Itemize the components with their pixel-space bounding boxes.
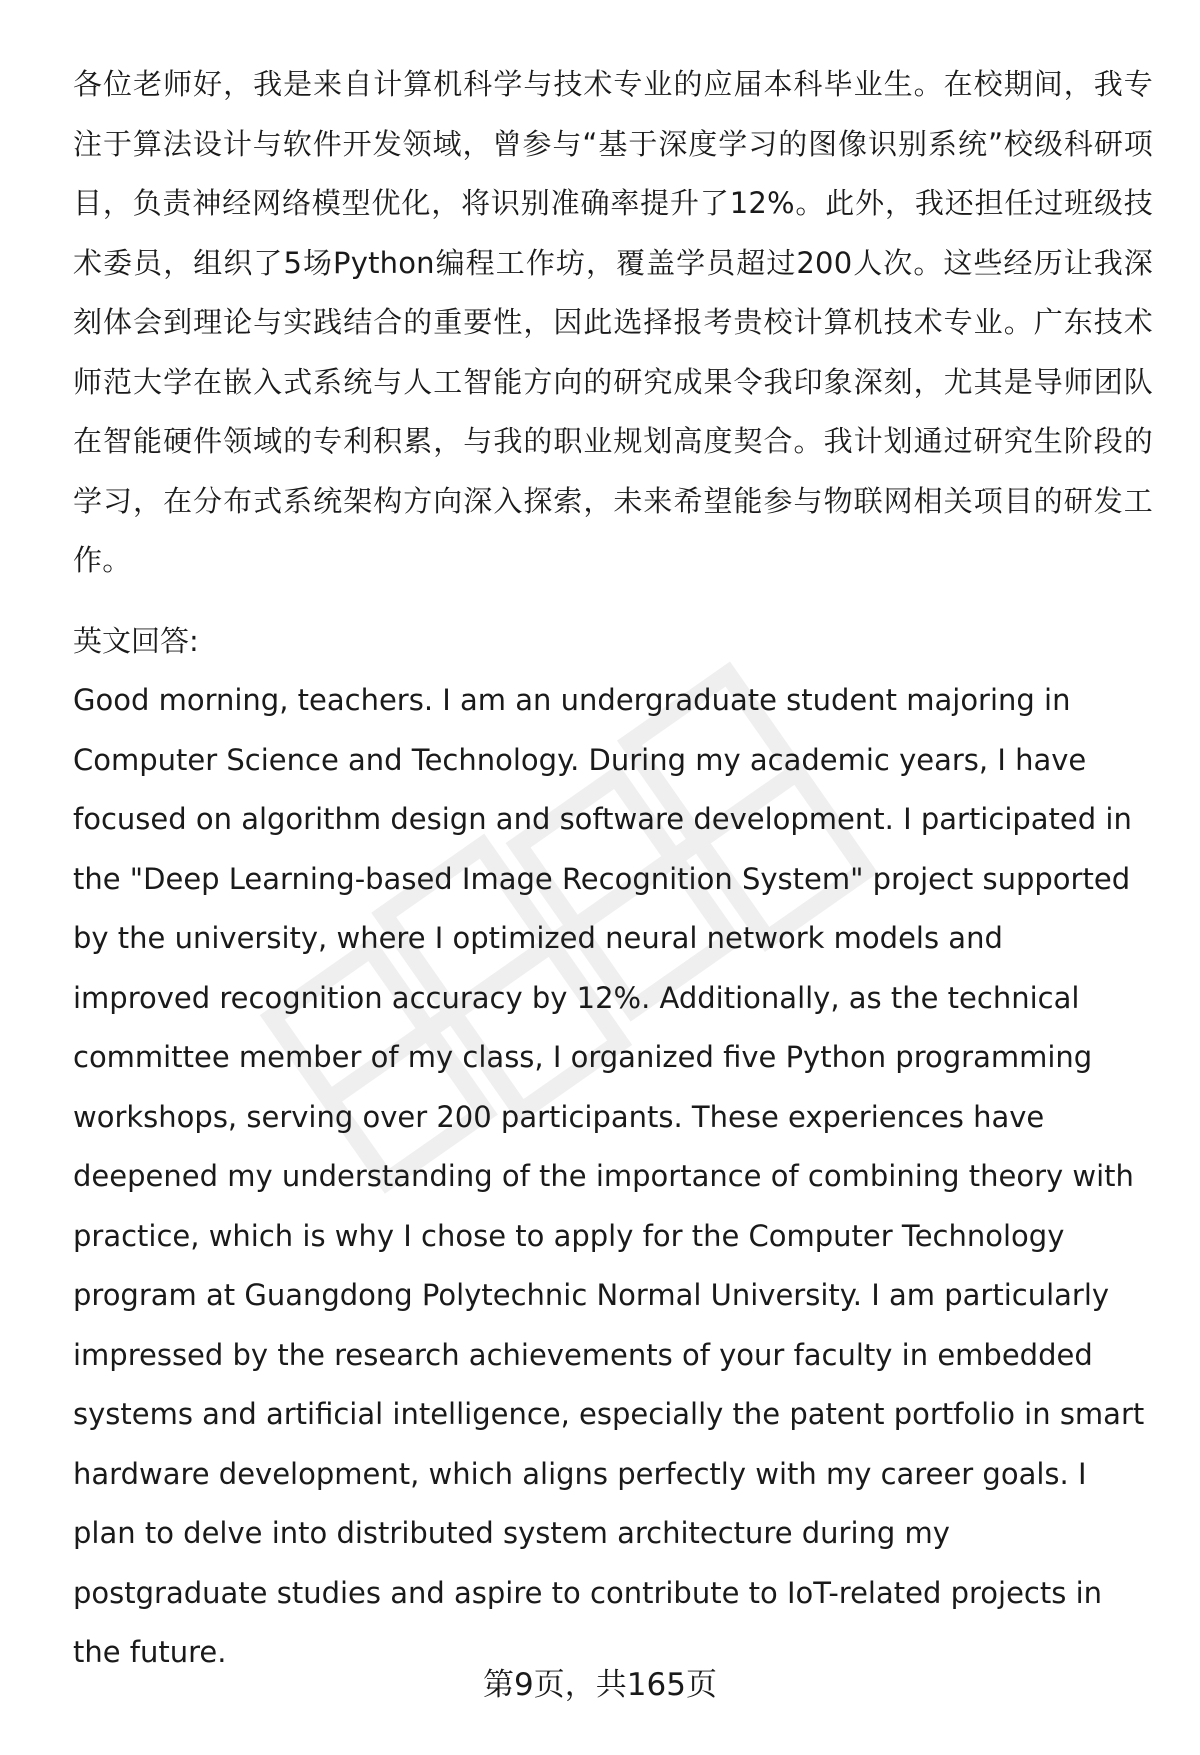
english-answer-label: 英文回答: <box>73 623 199 658</box>
page-indicator: 第9页，共165页 <box>483 1667 717 1703</box>
chinese-answer-paragraph: 各位老师好，我是来自计算机科学与技术专业的应届本科毕业生。在校期间，我专注于算法设计与软件开发领域，曾参与“基于深度学习的图像识别系统”校级科研项目，负责神经网络模型优化，将识别准确率提升了12%。此外，我还担任过班级技术委员，组织了5场Python编程工作坊，覆盖学员超过200人次。这些经历让我深刻体会到理论与实践结合的重要性，因此选择报考贵校计算机技术专业。广东技术师范大学在嵌入式系统与人工智能方向的研究成果令我印象深刻，尤其是导师团队在智能硬件领域的专利积累，与我的职业规划高度契合。我计划通过研究生阶段的学习，在分布式系统架构方向深入探索，未来希望能参与物联网相关项目的研发工作。 <box>73 67 1153 577</box>
document-body <box>73 55 1153 1683</box>
english-answer-paragraph: Good morning, teachers. I am an undergraduate student majoring in Computer Science and Technology. During my academic years, I have focused on algorithm design and software development. I participated in the "Deep Learning-based Image Recognition System" project supported by the university, where I optimized neural network models and improved recognition accuracy by 12%. Additionally, as the technical committee member of my class, I organized five Python programming workshops, serving over 200 participants. These experiences have deepened my understanding of the importance of combining theory with practice, which is why I chose to apply for the Computer Technology program at Guangdong Polytechnic Normal University. I am particularly impressed by the research achievements of your faculty in embedded systems and artificial intelligence, especially the patent portfolio in smart hardware development, which aligns perfectly with my career goals. I plan to delve into distributed system architecture during my postgraduate studies and aspire to contribute to IoT-related projects in the future. <box>73 683 1145 1669</box>
